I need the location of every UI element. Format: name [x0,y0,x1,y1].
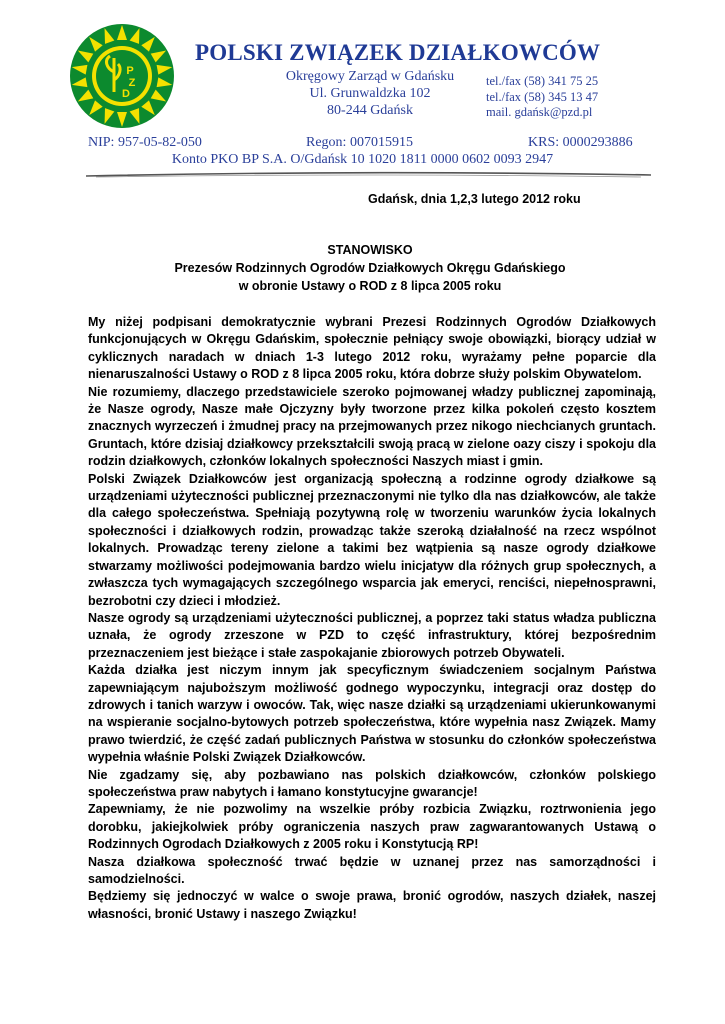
header-divider [86,171,651,179]
paragraph: Nie zgadzamy się, aby pozbawiano nas polskich działkowców, członków polskiego społeczeństwa praw nabytych i łamano konstytucyjne gwarancje! [88,767,656,799]
bank-account: Konto PKO BP S.A. O/Gdańsk 10 1020 1811 0000 0602 0093 2947 [171,152,554,167]
paragraph: Polski Związek Działkowców jest organizacją społeczną a rodzinne ogrody działkowe są urządzeniami użyteczności publicznej przeznaczonymi nie tylko dla nas działkowców, ale także dla całego społeczeństwa. Spełniają pozytywną rolę w tworzeniu warunków życia lokalnych społeczności i działkowych rodzin, prowadząc także szeroką działalność na rzecz wspólnot lokalnych. Prowadząc tereny zielone a takimi bez wątpienia są nasze ogrody działkowe stwarzamy możliwości podejmowania bardzo wielu inicjatyw dla różnych grup społecznych, a zwłaszcza tych wymagających szczególnego wsparcia jak emeryci, renciści, niepełnosprawni, bezrobotni czy dzieci i młodzież. [88,471,656,608]
paragraph: Będziemy się jednoczyć w walce o swoje prawa, bronić ogrodów, naszych działek, naszej własności, bronić Ustawy i naszego Związku! [88,889,656,921]
contact-block [486,74,598,121]
document-subtitle: Prezesów Rodzinnych Ogrodów Działkowych Okręgu Gdańskiego [174,261,566,275]
krs-number: KRS: 0000293886 [528,135,633,150]
phone-fax-line: tel./fax (58) 345 13 47 [486,89,599,104]
address-line: Okręgowy Zarząd w Gdańsku [285,69,455,84]
email-line: mail. gdańsk@pzd.pl [486,105,593,119]
paragraph: Nasze ogrody są urządzeniami użyteczności publicznej, a poprzez taki status władza publiczna uznała, że ogrody zrzeszone w PZD to część infrastruktury, której bezpośrednim przeznaczeniem jest bieżące i stałe zaspokajanie zbiorowych potrzeb Obywateli. [88,610,656,660]
logo-text: P [126,65,134,77]
regon-number: Regon: 007015915 [306,135,413,150]
paragraph: Każda działka jest niczym innym jak specyficznym świadczeniem socjalnym Państwa zapewniającym najuboższym możliwość godnego wypoczynku, integracji oraz dostęp do zdrowych i tanich warzyw i owoców. Tak, więc nasze działki są urządzeniami ukierunkowanymi na wspieranie socjalno-bytowych potrzeb społeczeństwa, które wypełnia nasz Związek. Mamy prawo twierdzić, że część zadań publicznych Państwa w stosunku do członków społeczeństwa wypełnia właśnie Polski Związek Działkowców. [88,663,656,765]
address-block [270,68,470,119]
document-body [88,314,656,923]
date-line: Gdańsk, dnia 1,2,3 lutego 2012 roku [368,192,581,206]
address-line: Ul. Grunwaldzka 102 [309,86,431,101]
paragraph: Nie rozumiemy, dlaczego przedstawiciele szeroko pojmowanej władzy publicznej zapominają, że Nasze ogrody, Nasze małe Ojczyzny były tworzone przez kilka pokoleń często kosztem znacznych wyrzeczeń i żmudnej pracy na przejmowanych przez nikogo niechcianych gruntach. Gruntach, które dzisiaj działkowcy przekształcili swoją pracą w zielone oazy ciszy i spokoju dla rodzin działkowych, członków lokalnych społeczności Naszych miast i gmin. [88,384,656,469]
document-title: STANOWISKO [327,243,413,257]
document-subtitle: w obronie Ustawy o ROD z 8 lipca 2005 roku [238,279,502,293]
svg-text:Z: Z [128,77,136,89]
paragraph: Zapewniamy, że nie pozwolimy na wszelkie próby rozbicia Związku, roztrwonienia jego dorobku, jakiejkolwiek próby ograniczenia naszych praw zagwarantowanych Ustawą o Rodzinnych Ogrodach Działkowych z 2005 roku i Konstytucją RP! [88,802,656,852]
phone-fax-line: tel./fax (58) 341 75 25 [486,74,599,88]
pzd-logo [68,22,176,130]
svg-text:D: D [122,88,130,100]
nip-number: NIP: 957-05-82-050 [88,135,202,150]
organization-name: POLSKI ZWIĄZEK DZIAŁKOWCÓW [195,40,601,65]
paragraph: Nasza działkowa społeczność trwać będzie w uznanej przez nas samorządności i samodzielności. [88,854,656,886]
address-line: 80-244 Gdańsk [327,103,413,118]
paragraph: My niżej podpisani demokratycznie wybrani Prezesi Rodzinnych Ogrodów Działkowych funkcjonujących w Okręgu Gdańskim, społecznie pełniący swoje obowiązki, biorący udział w cyklicznych naradach w dniach 1-3 lutego 2012 roku, wyrażamy pełne poparcie dla nienaruszalności Ustawy o ROD z 8 lipca 2005 roku, która dobrze służy polskim Obywatelom. [88,315,656,382]
